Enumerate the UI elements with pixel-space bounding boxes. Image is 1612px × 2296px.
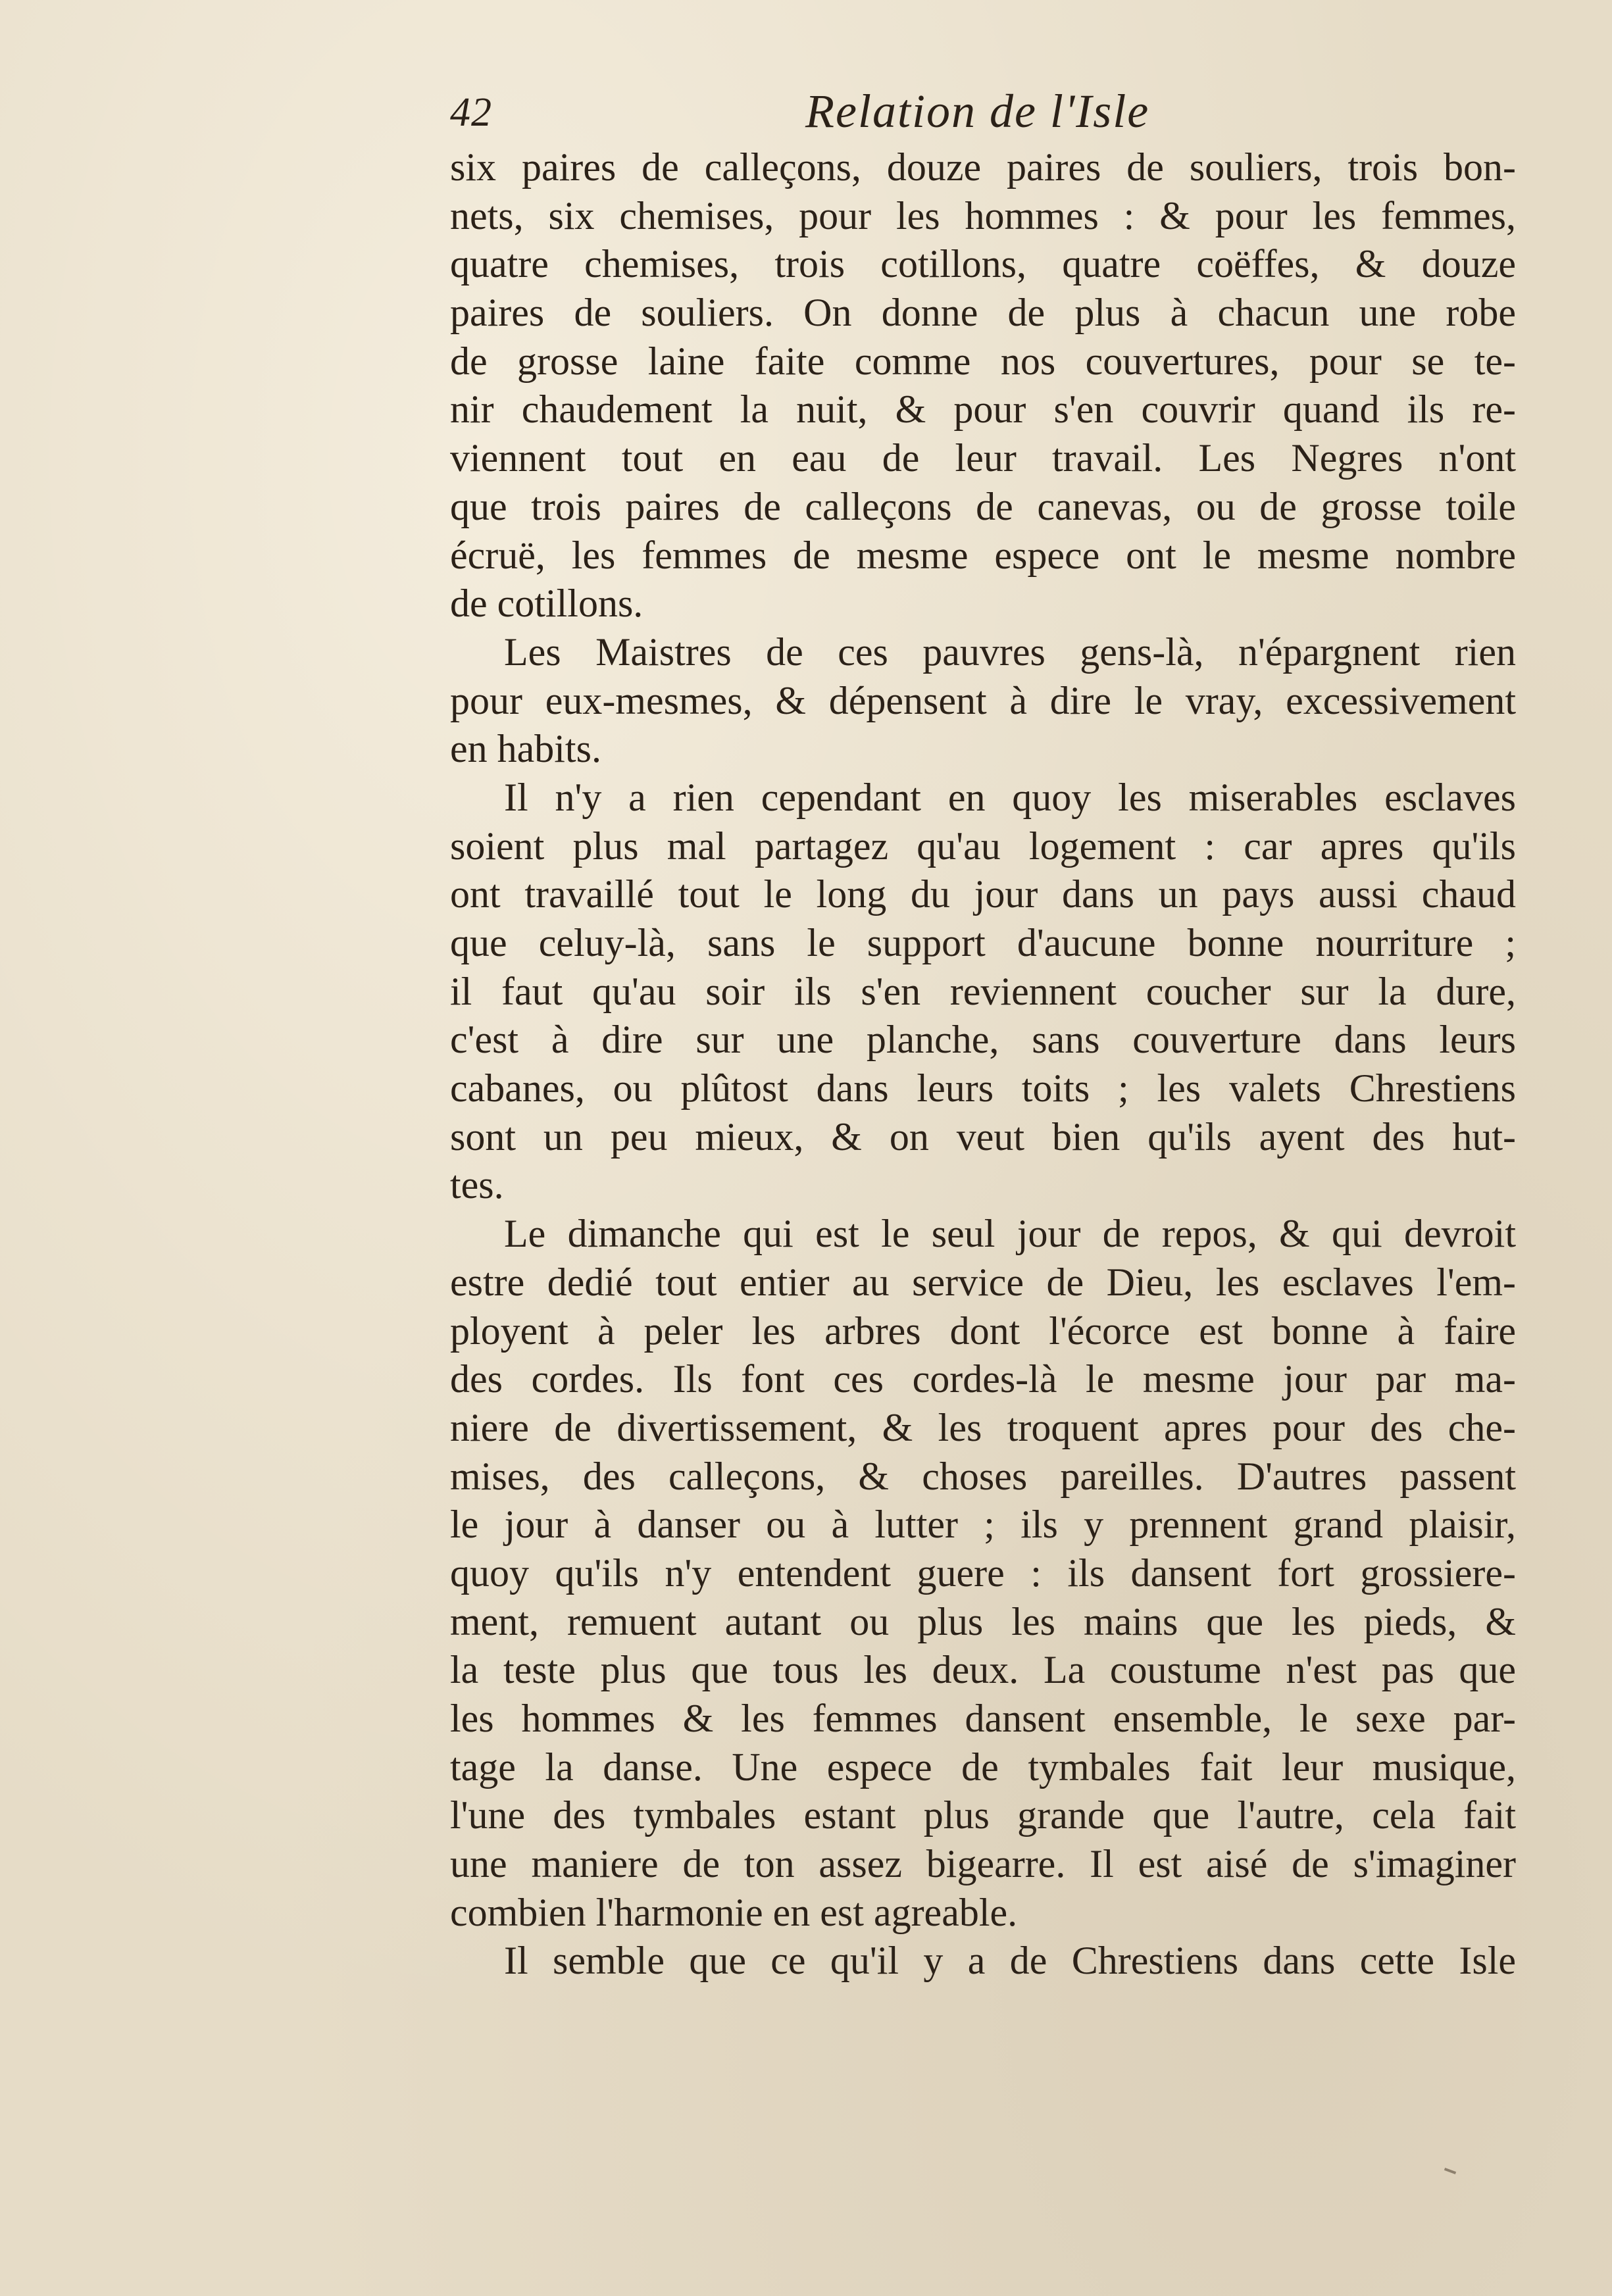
- text-line: de cotillons.: [450, 582, 643, 626]
- running-title: Relation de l'Isle: [805, 85, 1150, 137]
- text-line: que trois paires de calleçons de canevas, ou de grosse toile: [450, 484, 1516, 528]
- text-line: une maniere de ton assez bigearre. Il est aisé de s'imaginer: [450, 1842, 1516, 1886]
- text-line: pour eux-mesmes, & dépensent à dire le vray, excessivement: [450, 678, 1516, 722]
- text-line: quoy qu'ils n'y entendent guere : ils dansent fort grossiere-: [450, 1551, 1516, 1595]
- text-line: nir chaudement la nuit, & pour s'en couvrir quand ils re-: [450, 387, 1516, 432]
- text-line: c'est à dire sur une planche, sans couverture dans leurs: [450, 1018, 1516, 1062]
- text-line: des cordes. Ils font ces cordes-là le mesme jour par ma-: [450, 1357, 1516, 1401]
- text-line: le jour à danser ou à lutter ; ils y prennent grand plaisir,: [450, 1503, 1516, 1547]
- text-line: paires de souliers. On donne de plus à chacun une robe: [450, 291, 1516, 335]
- text-line: il faut qu'au soir ils s'en reviennent coucher sur la dure,: [450, 969, 1516, 1013]
- ink-mark: [1444, 2168, 1456, 2174]
- text-line: quatre chemises, trois cotillons, quatre coëffes, & douze: [450, 242, 1516, 286]
- text-line: la teste plus que tous les deux. La coustume n'est pas que: [450, 1648, 1516, 1692]
- text-line: sont un peu mieux, & on veut bien qu'ils ayent des hut-: [450, 1114, 1516, 1159]
- text-line: tage la danse. Une espece de tymbales fait leur musique,: [450, 1745, 1516, 1789]
- text-line: estre dedié tout entier au service de Dieu, les esclaves l'em-: [450, 1260, 1516, 1304]
- text-line: l'une des tymbales estant plus grande que l'autre, cela fait: [450, 1793, 1516, 1837]
- text-line: de grosse laine faite comme nos couvertures, pour se te-: [450, 339, 1516, 383]
- text-line: cabanes, ou plûtost dans leurs toits ; les valets Chrestiens: [450, 1066, 1516, 1111]
- text-line: six paires de calleçons, douze paires de souliers, trois bon-: [450, 145, 1516, 189]
- text-line: les hommes & les femmes dansent ensemble, le sexe par-: [450, 1697, 1516, 1740]
- page-header: [450, 84, 1516, 143]
- paragraph-first-line: Il n'y a rien cependant en quoy les miserables esclaves: [504, 775, 1516, 819]
- text-line: soient plus mal partagez qu'au logement : car apres qu'ils: [450, 824, 1516, 868]
- text-line: niere de divertissement, & les troquent apres pour des che-: [450, 1405, 1516, 1449]
- text-line: ployent à peler les arbres dont l'écorce est bonne à faire: [450, 1309, 1516, 1353]
- paragraph-first-line: Le dimanche qui est le seul jour de repos, & qui devroit: [504, 1212, 1516, 1256]
- page-number: 42: [450, 90, 492, 135]
- text-line: nets, six chemises, pour les hommes : & pour les femmes,: [450, 193, 1516, 237]
- text-line: ment, remuent autant ou plus les mains que les pieds, &: [450, 1599, 1516, 1643]
- text-line: ont travaillé tout le long du jour dans un pays aussi chaud: [450, 872, 1516, 916]
- text-line: tes.: [450, 1163, 504, 1207]
- paragraph-first-line: Il semble que ce qu'il y a de Chrestiens dans cette Isle: [504, 1939, 1516, 1983]
- text-line: combien l'harmonie en est agreable.: [450, 1890, 1018, 1934]
- text-line: mises, des calleçons, & choses pareilles. D'autres passent: [450, 1454, 1516, 1498]
- text-line: en habits.: [450, 727, 601, 771]
- text-line: que celuy-là, sans le support d'aucune bonne nourriture ;: [450, 921, 1516, 964]
- paragraph-first-line: Les Maistres de ces pauvres gens-là, n'épargnent rien: [504, 630, 1516, 674]
- text-line: viennent tout en eau de leur travail. Les Negres n'ont: [450, 436, 1516, 480]
- text-line: écruë, les femmes de mesme espece ont le mesme nombre: [450, 533, 1516, 577]
- body-text: [450, 143, 1516, 1985]
